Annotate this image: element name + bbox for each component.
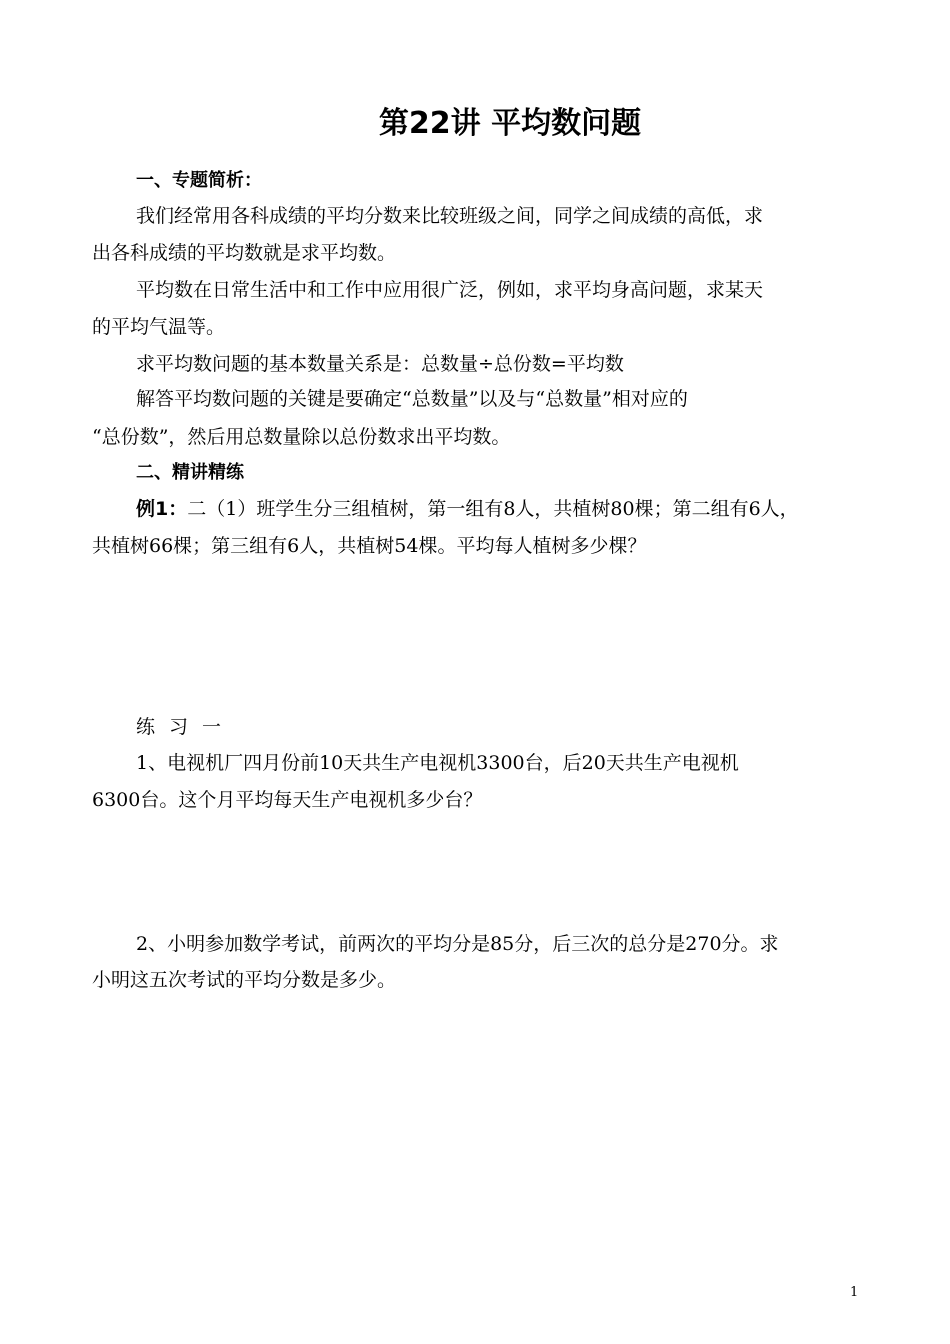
section-heading-practice: 二、精讲精练 [136, 462, 244, 483]
page-number: 1 [850, 1285, 859, 1300]
section-heading-analysis: 一、专题简析： [136, 170, 262, 191]
example-text: 二（1）班学生分三组植树，第一组有8人，共植树80棵；第二组有6人， [187, 498, 799, 520]
question-2-line-2: 小明这五次考试的平均分数是多少。 [92, 969, 397, 991]
question-1-line-1: 1、电视机厂四月份前10天共生产电视机3300台，后20天共生产电视机 [136, 752, 739, 774]
paragraph-2-line-2: 的平均气温等。 [92, 316, 226, 338]
question-1-line-2: 6300台。这个月平均每天生产电视机多少台？ [92, 789, 483, 811]
paragraph-1-line-2: 出各科成绩的平均数就是求平均数。 [92, 242, 397, 264]
exercise-heading: 练习一 [136, 716, 236, 738]
example-1-line-2: 共植树66棵；第三组有6人，共植树54棵。平均每人植树多少棵？ [92, 535, 647, 557]
paragraph-4-line-2: “总份数”，然后用总数量除以总份数求出平均数。 [92, 426, 511, 448]
page-title: 第22讲 平均数问题 [378, 106, 642, 141]
paragraph-3: 求平均数问题的基本数量关系是：总数量÷总份数=平均数 [136, 353, 624, 375]
example-label: 例1： [136, 498, 188, 520]
question-2-line-1: 2、小明参加数学考试，前两次的平均分是85分，后三次的总分是270分。求 [136, 933, 779, 955]
paragraph-4-line-1: 解答平均数问题的关键是要确定“总数量”以及与“总数量”相对应的 [136, 388, 688, 410]
example-1-line-1 [136, 496, 799, 522]
paragraph-2-line-1: 平均数在日常生活中和工作中应用很广泛，例如，求平均身高问题，求某天 [136, 279, 764, 301]
paragraph-1-line-1: 我们经常用各科成绩的平均分数来比较班级之间，同学之间成绩的高低，求 [136, 205, 764, 227]
